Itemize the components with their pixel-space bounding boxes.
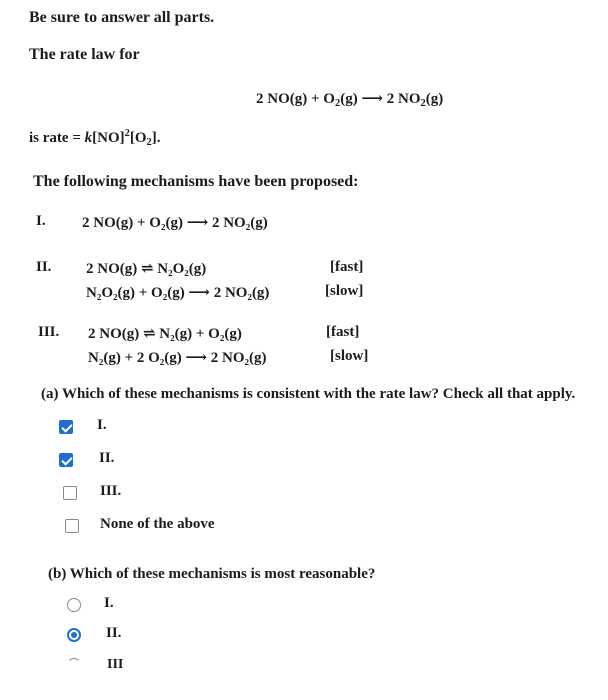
rate-exponent: 2 (124, 128, 130, 139)
question-b-prompt: (b) Which of these mechanisms is most reasonable? (48, 566, 376, 582)
mechanism-ii-step1: 2 NO(g) ⇌ N₂O₂(g) (86, 261, 207, 277)
checkbox-iii[interactable] (63, 486, 77, 500)
radio-iii-label[interactable]: III (107, 657, 124, 672)
mechanisms-heading: The following mechanisms have been proposed: (33, 173, 359, 190)
instructions: Be sure to answer all parts. (29, 9, 215, 26)
radio-i-label[interactable]: I. (104, 595, 114, 611)
mechanism-iii-step1-rate: [fast] (326, 324, 360, 340)
mechanism-iii-step1: 2 NO(g) ⇌ N₂(g) + O₂(g) (88, 326, 242, 342)
checkbox-iii-label[interactable]: III. (100, 483, 122, 499)
radio-iii[interactable] (67, 658, 81, 672)
rate-o2-subscript: 2 (146, 137, 152, 148)
checkbox-ii-label[interactable]: II. (99, 450, 115, 466)
mechanism-ii-label: II. (36, 259, 52, 275)
rate-o2-term: [O (129, 130, 147, 146)
reaction-rhs: 2 NO (386, 91, 421, 107)
mechanism-ii-step2-rate: [slow] (325, 283, 364, 299)
mechanism-iii-step2: N₂(g) + 2 O₂(g) ⟶ 2 NO₂(g) (88, 350, 267, 366)
mechanism-ii-step2: N₂O₂(g) + O₂(g) ⟶ 2 NO₂(g) (86, 285, 270, 301)
reaction-arrow-icon: ⟶ (361, 91, 383, 107)
mechanism-i-step1: 2 NO(g) + O₂(g) ⟶ 2 NO₂(g) (82, 215, 268, 231)
question-a-prompt: (a) Which of these mechanisms is consistent with the rate law? Check all that apply. (41, 386, 576, 402)
checkbox-none-label[interactable]: None of the above (100, 516, 215, 532)
mechanism-iii-label: III. (38, 324, 60, 340)
checkbox-i[interactable] (59, 420, 73, 434)
rate-end: ]. (151, 130, 161, 146)
mechanism-i-label: I. (36, 213, 46, 229)
overall-reaction (256, 89, 443, 108)
reaction-lhs-subscript: 2 (334, 98, 341, 109)
radio-ii-label[interactable]: II. (106, 625, 122, 641)
reaction-lhs: 2 NO(g) + O (256, 91, 335, 107)
checkbox-ii[interactable] (59, 453, 73, 467)
rate-no-term: [NO] (92, 130, 125, 146)
reaction-rhs-phase: (g) (425, 91, 444, 107)
checkbox-i-label[interactable]: I. (97, 417, 107, 433)
rate-prefix: is rate = (29, 130, 85, 146)
mechanism-iii-step2-rate: [slow] (330, 348, 369, 364)
intro-text: The rate law for (29, 46, 140, 63)
reaction-lhs-phase: (g) (340, 91, 358, 107)
checkbox-none[interactable] (65, 519, 79, 533)
rate-law (29, 130, 161, 147)
radio-i[interactable] (67, 598, 81, 612)
mechanism-ii-step1-rate: [fast] (330, 259, 364, 275)
rate-constant: k (84, 130, 93, 146)
reaction-rhs-subscript: 2 (420, 98, 426, 109)
radio-ii[interactable] (67, 628, 81, 642)
